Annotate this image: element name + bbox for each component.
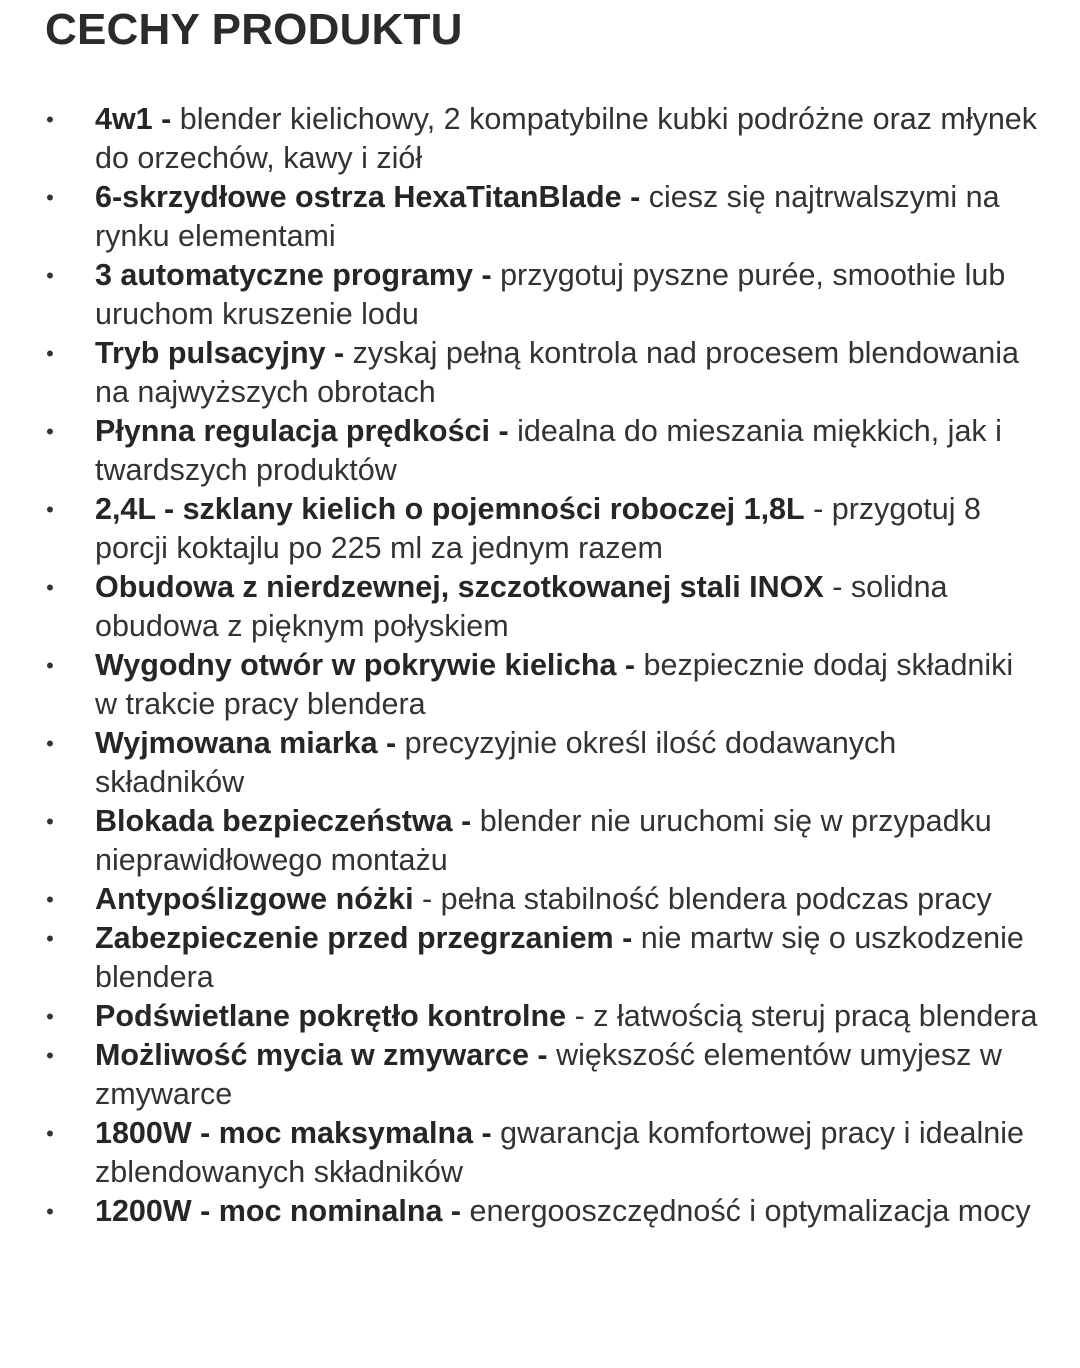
feature-name: Podświetlane pokrętło kontrolne (95, 999, 567, 1033)
feature-name: 2,4L - szklany kielich o pojemności roboczej 1,8L (95, 492, 805, 526)
feature-description: energooszczędność i optymalizacja mocy (461, 1194, 1031, 1228)
feature-name: Wyjmowana miarka - (95, 726, 397, 760)
bullet-icon: • (46, 1199, 54, 1224)
bullet-icon: • (46, 887, 54, 912)
feature-name: Płynna regulacja prędkości - (95, 414, 509, 448)
list-item (45, 412, 1040, 490)
list-item (45, 178, 1040, 256)
list-item (45, 1192, 1040, 1231)
list-item (45, 568, 1040, 646)
feature-name: Zabezpieczenie przed przegrzaniem - (95, 921, 633, 955)
bullet-icon: • (46, 107, 54, 132)
feature-name: 1800W - moc maksymalna - (95, 1116, 492, 1150)
list-item (45, 880, 1040, 919)
feature-description: - z łatwością steruj pracą blendera (566, 999, 1038, 1033)
feature-name: 1200W - moc nominalna - (95, 1194, 462, 1228)
list-item (45, 490, 1040, 568)
feature-description: idealna do mieszania miękkich, jak i twardszych produktów (95, 414, 1002, 487)
feature-description: precyzyjnie określ ilość dodawanych składników (95, 726, 897, 799)
bullet-icon: • (46, 263, 54, 288)
bullet-icon: • (46, 419, 54, 444)
bullet-icon: • (46, 497, 54, 522)
bullet-icon: • (46, 1121, 54, 1146)
bullet-icon: • (46, 341, 54, 366)
bullet-icon: • (46, 926, 54, 951)
feature-name: 6-skrzydłowe ostrza HexaTitanBlade - (95, 180, 641, 214)
list-item (45, 802, 1040, 880)
feature-description: nie martw się o uszkodzenie blendera (95, 921, 1024, 994)
feature-description: większość elementów umyjesz w zmywarce (95, 1038, 1002, 1111)
bullet-icon: • (46, 653, 54, 678)
list-item (45, 724, 1040, 802)
feature-description: zyskaj pełną kontrola nad procesem blendowania na najwyższych obrotach (95, 336, 1019, 409)
feature-description: - pełna stabilność blendera podczas pracy (413, 882, 992, 916)
list-item (45, 1114, 1040, 1192)
feature-name: Antypoślizgowe nóżki (95, 882, 414, 916)
page-title: CECHY PRODUKTU (45, 5, 463, 54)
bullet-icon: • (46, 1043, 54, 1068)
feature-name: 3 automatyczne programy - (95, 258, 492, 292)
feature-name: Obudowa z nierdzewnej, szczotkowanej stali INOX (95, 570, 824, 604)
features-list (45, 100, 1040, 1231)
feature-name: Blokada bezpieczeństwa - (95, 804, 472, 838)
list-item (45, 334, 1040, 412)
feature-description: bezpiecznie dodaj składniki w trakcie pracy blendera (95, 648, 1014, 721)
list-item (45, 646, 1040, 724)
feature-description: gwarancja komfortowej pracy i idealnie zblendowanych składników (95, 1116, 1024, 1189)
feature-description: - przygotuj 8 porcji koktajlu po 225 ml za jednym razem (95, 492, 981, 565)
feature-description: blender nie uruchomi się w przypadku nieprawidłowego montażu (95, 804, 992, 877)
feature-description: przygotuj pyszne purée, smoothie lub uruchom kruszenie lodu (95, 258, 1006, 331)
list-item (45, 997, 1040, 1036)
feature-description: ciesz się najtrwalszymi na rynku elementami (95, 180, 1000, 253)
feature-description: - solidna obudowa z pięknym połyskiem (95, 570, 948, 643)
bullet-icon: • (46, 809, 54, 834)
bullet-icon: • (46, 185, 54, 210)
feature-description: blender kielichowy, 2 kompatybilne kubki podróżne oraz młynek do orzechów, kawy i ziół (95, 102, 1038, 175)
list-item (45, 1036, 1040, 1114)
bullet-icon: • (46, 1004, 54, 1029)
feature-name: Tryb pulsacyjny - (95, 336, 345, 370)
list-item (45, 256, 1040, 334)
feature-name: Możliwość mycia w zmywarce - (95, 1038, 548, 1072)
list-item (45, 919, 1040, 997)
bullet-icon: • (46, 575, 54, 600)
bullet-icon: • (46, 731, 54, 756)
feature-name: 4w1 - (95, 102, 172, 136)
list-item (45, 100, 1040, 178)
feature-name: Wygodny otwór w pokrywie kielicha - (95, 648, 636, 682)
